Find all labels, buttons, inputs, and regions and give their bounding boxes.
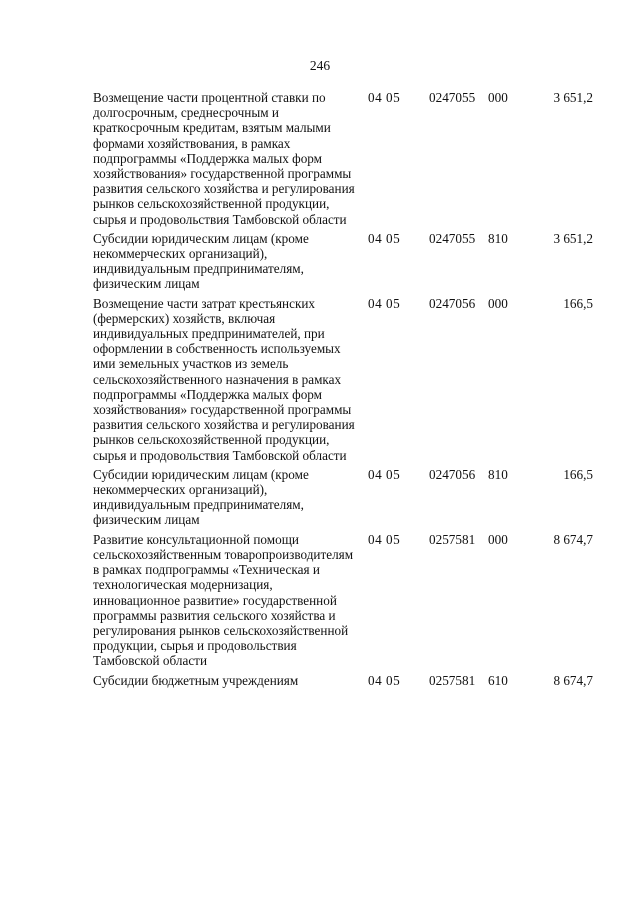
row-amount: 8 674,7	[553, 531, 593, 547]
row-amount: 8 674,7	[553, 672, 593, 688]
page-number: 246	[309, 58, 331, 73]
row-section: 04 05	[368, 295, 401, 311]
row-expense-type: 610	[488, 672, 508, 688]
row-target-code: 0247055	[429, 230, 476, 246]
table-row	[93, 467, 593, 528]
table-row	[93, 532, 593, 669]
row-target-code: 0247055	[429, 90, 476, 105]
row-description: Возмещение части процентной ставки по долгосрочным, среднесрочным и краткосрочным кредитам, взятым малыми формами хозяйствования, в рамках подпрограммы «Поддержка малых форм хозяйствования» государственной программы развития сельского хозяйства и регулирования рынков сельскохозяйственной продукции, сырья и продовольствия Тамбовской области	[93, 90, 355, 227]
row-section: 04 05	[368, 90, 401, 105]
row-description: Субсидии юридическим лицам (кроме некоммерческих организаций), индивидуальным предпринимателям, физическим лицам	[93, 230, 309, 292]
row-section: 04 05	[368, 466, 401, 482]
row-section: 04 05	[368, 531, 401, 547]
row-amount: 3 651,2	[553, 90, 593, 105]
row-description: Возмещение части затрат крестьянских (фермерских) хозяйств, включая индивидуальных предпринимателей, при оформлении в собственность используемых ими земельных участков из земель сельскохозяйственного назначения в рамках подпрограммы «Поддержка малых форм хозяйствования» государственной программы развития сельского хозяйства и регулирования рынков сельскохозяйственной продукции, сырья и продовольствия Тамбовской области	[93, 295, 355, 463]
row-expense-type: 000	[488, 531, 508, 547]
table-row	[93, 673, 593, 688]
row-target-code: 0257581	[429, 531, 476, 547]
row-amount: 166,5	[563, 295, 593, 311]
row-target-code: 0247056	[429, 295, 476, 311]
row-expense-type: 000	[488, 295, 508, 311]
table-row	[93, 231, 593, 292]
row-expense-type: 000	[488, 90, 508, 105]
row-description: Субсидии юридическим лицам (кроме некоммерческих организаций), индивидуальным предпринимателям, физическим лицам	[93, 466, 309, 528]
row-section: 04 05	[368, 230, 401, 246]
row-amount: 166,5	[563, 466, 593, 482]
budget-table	[93, 90, 593, 692]
table-row	[93, 90, 593, 227]
row-target-code: 0257581	[429, 672, 476, 688]
table-row	[93, 296, 593, 463]
row-expense-type: 810	[488, 230, 508, 246]
row-expense-type: 810	[488, 466, 508, 482]
row-description: Развитие консультационной помощи сельскохозяйственным товаропроизводителям в рамках подпрограммы «Техническая и технологическая модернизация, инновационное развитие» государственной программы развития сельского хозяйства и регулирования рынков сельскохозяйственной продукции, сырья и продовольствия Тамбовской области	[93, 531, 354, 669]
row-target-code: 0247056	[429, 466, 476, 482]
row-section: 04 05	[368, 672, 401, 688]
row-amount: 3 651,2	[553, 230, 593, 246]
row-description: Субсидии бюджетным учреждениям	[93, 672, 299, 688]
